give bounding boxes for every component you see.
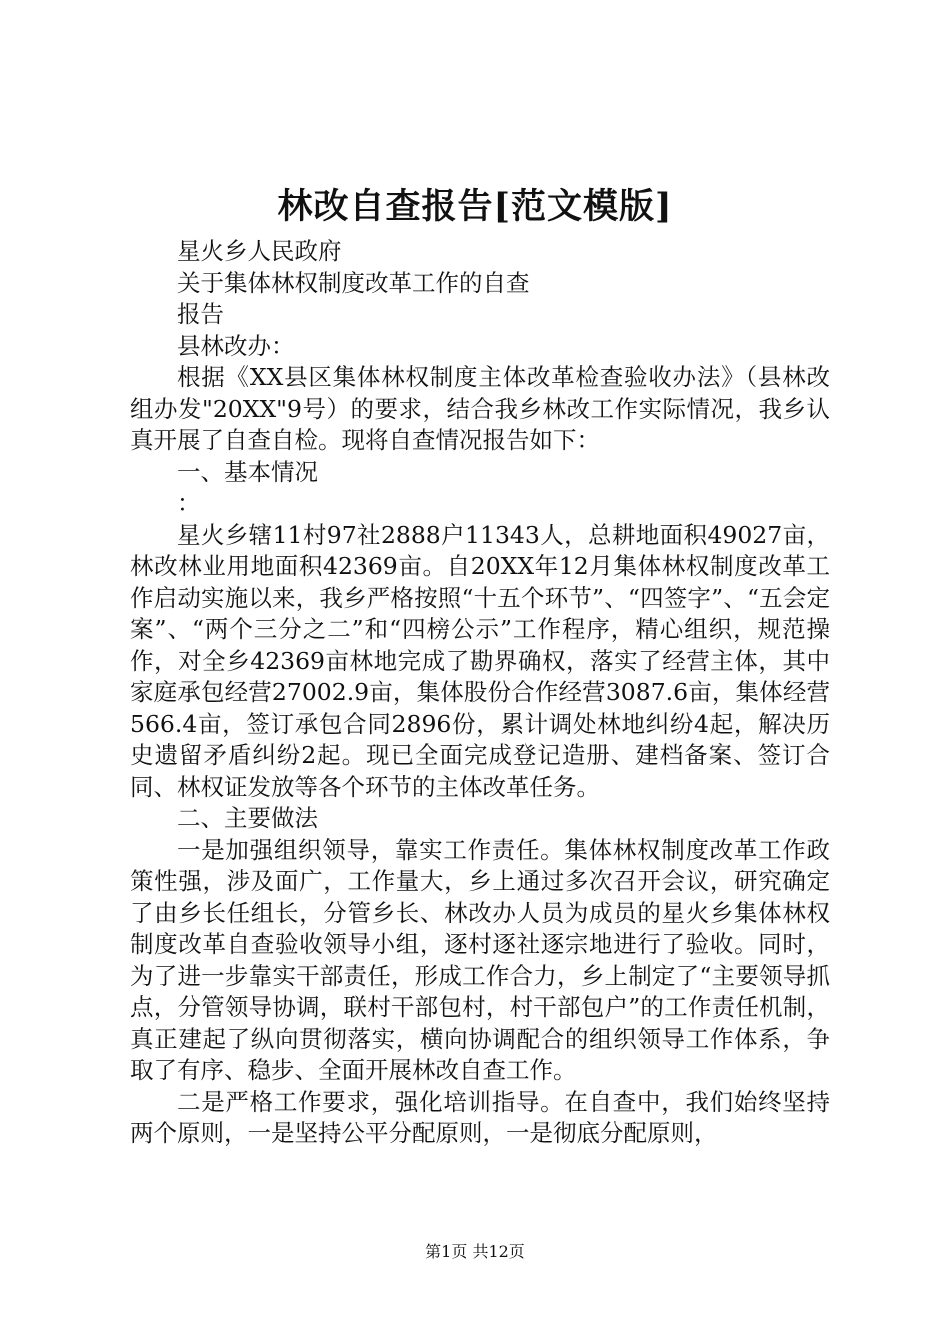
section-heading-basic-situation: 一、基本情况 — [177, 457, 318, 486]
document-body — [130, 236, 830, 1150]
paragraph-subject-line-2: 报告 — [177, 300, 224, 328]
page-number-footer: 第1页 共12页 — [425, 1242, 525, 1261]
paragraph-colon: ： — [177, 489, 201, 517]
paragraph-practice-1: 一是加强组织领导，靠实工作责任。集体林权制度改革工作政策性强，涉及面广，工作量大，乡上通过多次召开会议，研究确定了由乡长任组长，分管乡长、林改办人员为成员的星火乡集体林权制度改革自查验收领导小组，逐村逐社逐宗地进行了验收。同时，为了进一步靠实干部责任，形成工作合力，乡上制定了“主要领导抓点，分管领导协调，联村干部包村，村干部包户”的工作责任机制，真正建起了纵向贯彻落实，横向协调配合的组织领导工作体系，争取了有序、稳步、全面开展林改自查工作。 — [130, 835, 830, 1084]
paragraph-subject-line-1: 关于集体林权制度改革工作的自查 — [177, 268, 530, 297]
paragraph-sender: 星火乡人民政府 — [177, 237, 342, 265]
paragraph-basic-situation: 星火乡辖11村97社2888户11343人，总耕地面积49027亩，林改林业用地面积42369亩。自20XX年12月集体林权制度改革工作启动实施以来，我乡严格按照“十五个环节”、“四签字”、“五会定案”、“两个三分之二”和“四榜公示”工作程序，精心组织，规范操作，对全乡42369亩林地完成了勘界确权，落实了经营主体，其中家庭承包经营27002.9亩，集体股份合作经营3087.6亩，集体经营566.4亩，签订承包合同2896份，累计调处林地纠纷4起，解决历史遗留矛盾纠纷2起。现已全面完成登记造册、建档备案、签订合同、林权证发放等各个环节的主体改革任务。 — [130, 520, 830, 801]
paragraph-practice-2: 二是严格工作要求，强化培训指导。在自查中，我们始终坚持两个原则，一是坚持公平分配原则，一是彻底分配原则， — [130, 1087, 830, 1147]
section-heading-main-practices: 二、主要做法 — [177, 804, 318, 832]
document-title: 林改自查报告[范文模版] — [277, 186, 673, 227]
paragraph-recipient: 县林改办： — [177, 331, 295, 360]
paragraph-intro: 根据《XX县区集体林权制度主体改革检查验收办法》（县林改组办发"20XX"9号）的要求，结合我乡林改工作实际情况，我乡认真开展了自查自检。现将自查情况报告如下： — [130, 363, 830, 454]
